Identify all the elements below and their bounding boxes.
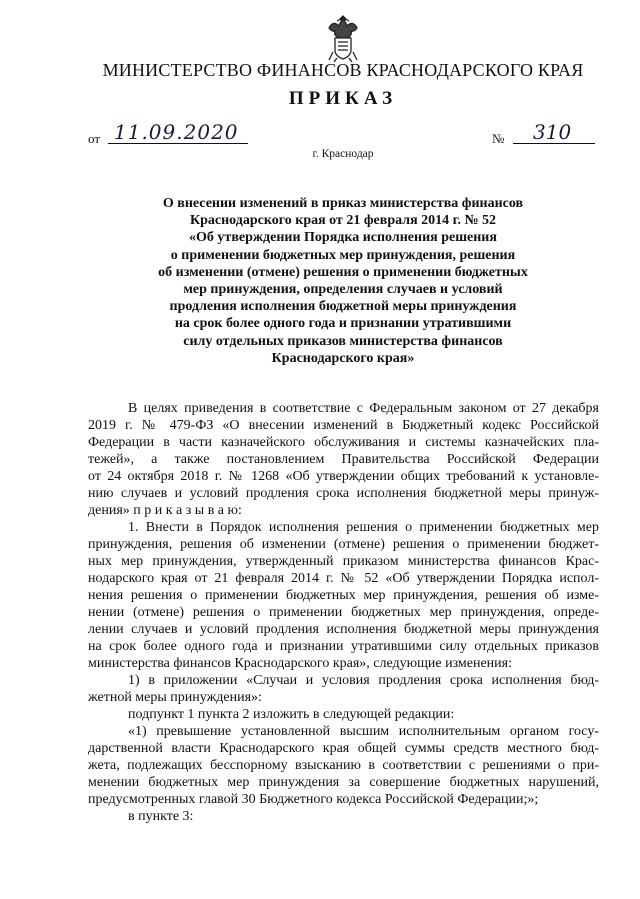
text-line: жета, подлежащих бесспорному взысканию в соответствии с решениями о при-	[88, 758, 599, 773]
city-name: г. Краснодар	[312, 148, 374, 160]
text-line: лении случаев и условий продления исполнения бюджетной меры принуждения	[88, 622, 599, 637]
text-line: дения» п р и к а з ы в а ю:	[88, 503, 242, 518]
text-line: нию случаев и условий продления срока исполнения бюджетной меры принуж-	[88, 486, 599, 501]
text-line: нении (отмене) решения о применении бюджетных мер принуждения, опреде-	[88, 605, 599, 620]
text-line: дарственной власти Краснодарского края общей суммы средств местного бюд-	[88, 741, 599, 756]
heading-line: «Об утверждении Порядка исполнения решения	[189, 230, 497, 246]
text-line: на срок более одного года и признании утратившими силу отдельных приказов	[88, 639, 599, 654]
text-line: подпункт 1 пункта 2 изложить в следующей редакции:	[128, 707, 455, 722]
text-line: от 24 октября 2018 г. № 1268 «Об утверждении общих требований к установле-	[88, 469, 599, 484]
heading-line: силу отдельных приказов министерства финансов	[183, 333, 503, 349]
heading-line: на срок более одного года и признании утратившими	[174, 316, 512, 332]
text-line: нодарского края от 21 февраля 2014 г. № 52 «Об утверждении Порядка испол-	[88, 571, 599, 586]
text-line: министерства финансов Краснодарского края», следующие изменения:	[88, 656, 512, 671]
text-line: «1) превышение установленной высшим исполнительным органом госу-	[128, 724, 599, 739]
heading-line: Краснодарского края от 21 февраля 2014 г. № 52	[189, 213, 497, 229]
text-line: В целях приведения в соответствие с Федеральным законом от 27 декабря	[128, 401, 599, 416]
order-title: ПРИКАЗ	[288, 88, 398, 109]
text-line: тежей», а также постановлением Правительства Российской Федерации	[88, 452, 599, 467]
text-line: предусмотренных главой 30 Бюджетного кодекса Российской Федерации;»;	[88, 792, 539, 807]
heading-line: О внесении изменений в приказ министерства финансов	[162, 196, 524, 211]
paragraph	[88, 808, 599, 825]
heading-line: продления исполнения бюджетной меры принуждения	[169, 299, 517, 315]
order-date: 11.09.2020	[108, 120, 248, 144]
order-heading	[120, 195, 566, 367]
text-line: 1. Внести в Порядок исполнения решения о применении бюджетных мер	[128, 520, 599, 535]
heading-line: Краснодарского края»	[271, 350, 415, 366]
number-prefix: №	[492, 131, 505, 146]
text-line: менении бюджетных мер принуждения за совершение бюджетных нарушений,	[88, 775, 599, 790]
text-line: жетной меры принуждения»:	[88, 690, 262, 705]
paragraph	[88, 519, 599, 672]
ministry-name: МИНИСТЕРСТВО ФИНАНСОВ КРАСНОДАРСКОГО КРАЯ	[102, 60, 584, 80]
heading-line: о применении бюджетных мер принуждения, решения	[170, 247, 516, 263]
date-number-row	[0, 120, 640, 150]
paragraph	[88, 723, 599, 808]
order-number: 310	[513, 120, 595, 144]
text-line: 2019 г. № 479-ФЗ «О внесении изменений в Бюджетный кодекс Российской	[88, 418, 599, 433]
date-prefix: от	[88, 131, 101, 146]
text-line: ных мер принуждения, утвержденный приказом министерства финансов Крас-	[88, 554, 599, 569]
paragraph	[88, 400, 599, 519]
text-line: нения решения о применении бюджетных мер принуждения, решения об изме-	[88, 588, 599, 603]
text-line: принуждения, решения об изменении (отмене) решения о применении бюджет-	[88, 537, 599, 552]
text-line: в пункте 3:	[128, 809, 194, 824]
heading-line: мер принуждения, определения случаев и условий	[183, 282, 503, 298]
text-line: 1) в приложении «Случаи и условия продления срока исполнения бюд-	[128, 673, 599, 688]
paragraph	[88, 672, 599, 706]
paragraph	[88, 706, 599, 723]
heading-line: об изменении (отмене) решения о применении бюджетных	[158, 264, 528, 280]
text-line: Федерации в части казначейского обслуживания и системы казначейских пла-	[88, 435, 599, 450]
coat-of-arms-icon	[323, 12, 363, 64]
order-body	[88, 400, 599, 825]
